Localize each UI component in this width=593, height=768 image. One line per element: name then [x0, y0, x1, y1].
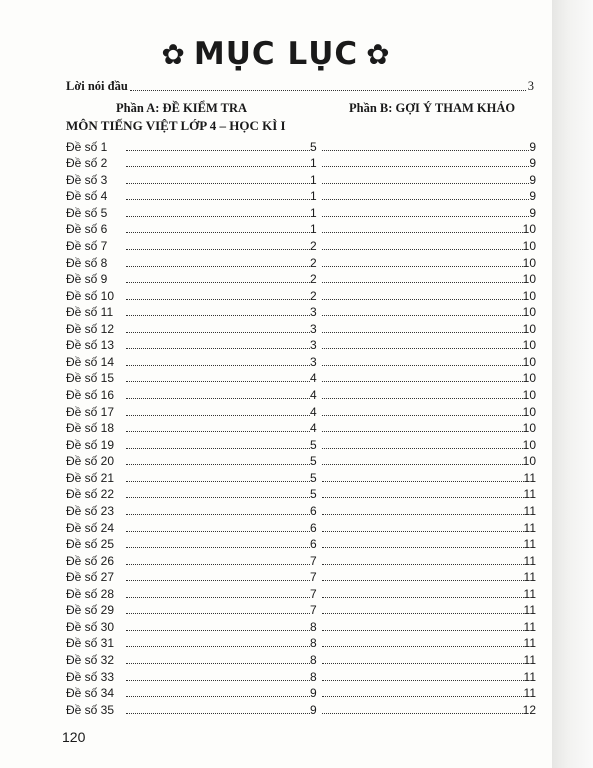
part-b-page: 11 — [523, 537, 536, 552]
toc-row — [66, 170, 536, 187]
dot-leader — [126, 580, 310, 581]
dot-leader — [126, 381, 310, 382]
dot-leader — [126, 199, 310, 200]
part-b-page: 10 — [522, 272, 536, 287]
dot-leader — [126, 696, 310, 697]
page-edge — [552, 0, 593, 768]
dot-leader — [126, 547, 310, 548]
toc-row — [66, 203, 536, 220]
entry-name: Đề số 22 — [66, 487, 115, 502]
part-b-page: 10 — [522, 222, 536, 237]
part-a-page: 7 — [310, 570, 317, 585]
entry-name: Đề số 27 — [66, 570, 115, 585]
dot-leader — [322, 481, 524, 482]
toc-row — [66, 634, 536, 651]
dot-leader — [322, 299, 523, 300]
part-a-page: 8 — [310, 619, 317, 634]
entry-name: Đề số 24 — [66, 520, 115, 535]
preface-page: 3 — [527, 79, 534, 93]
dot-leader — [322, 381, 523, 382]
part-b-page: 10 — [522, 338, 536, 353]
toc-row — [66, 352, 536, 369]
part-b-page: 10 — [522, 321, 536, 336]
entry-name: Đề số 19 — [66, 437, 115, 452]
dot-leader — [322, 232, 523, 233]
toc-row — [66, 667, 536, 684]
dot-leader — [126, 150, 310, 151]
toc-row — [66, 137, 536, 154]
entry-name: Đề số 32 — [66, 653, 115, 667]
toc-row — [66, 617, 536, 634]
part-a-page: 3 — [310, 321, 317, 336]
entry-name: Đề số 5 — [66, 205, 108, 220]
part-a-page: 5 — [310, 487, 317, 502]
dot-leader — [322, 183, 529, 184]
part-b-page: 11 — [523, 520, 536, 535]
part-a-page: 2 — [310, 255, 317, 270]
dot-leader — [126, 348, 310, 349]
part-b-page: 11 — [523, 619, 536, 634]
dot-leader — [322, 431, 523, 432]
toc-row — [66, 220, 536, 237]
dot-leader — [322, 166, 529, 167]
part-a-page: 7 — [310, 586, 317, 601]
dot-leader — [126, 365, 310, 366]
dot-leader — [126, 514, 310, 515]
dot-leader — [126, 497, 310, 498]
dot-leader — [126, 282, 310, 283]
dot-leader — [126, 315, 310, 316]
part-b-page: 9 — [529, 139, 536, 154]
part-b-page: 10 — [522, 421, 536, 436]
entry-name: Đề số 9 — [66, 272, 108, 287]
dot-leader — [126, 448, 310, 449]
part-b-page: 10 — [522, 305, 536, 320]
part-a-page: 1 — [310, 156, 317, 171]
dot-leader — [322, 713, 523, 714]
part-a-page: 4 — [310, 404, 317, 419]
dot-leader — [322, 547, 524, 548]
entry-name: Đề số 12 — [66, 321, 115, 336]
part-b-page: 12 — [522, 702, 536, 717]
dot-leader — [126, 630, 310, 631]
toc-row — [66, 700, 536, 717]
dot-leader — [126, 680, 310, 681]
dot-leader — [126, 332, 310, 333]
dot-leader — [322, 580, 524, 581]
toc-row — [66, 236, 536, 253]
toc-row — [66, 518, 536, 535]
part-a-page: 3 — [310, 354, 317, 369]
part-b-page: 10 — [522, 255, 536, 270]
toc-row — [66, 253, 536, 270]
entry-name: Đề số 2 — [66, 156, 108, 171]
entry-name: Đề số 6 — [66, 222, 108, 237]
part-b-page: 11 — [523, 686, 536, 701]
entry-name: Đề số 15 — [66, 371, 115, 386]
entry-name: Đề số 26 — [66, 553, 115, 568]
dot-leader — [322, 630, 524, 631]
entry-name: Đề số 25 — [66, 537, 115, 552]
part-a-page: 2 — [310, 288, 317, 303]
dot-leader — [126, 299, 310, 300]
dot-leader — [322, 332, 523, 333]
entry-name: Đề số 8 — [66, 255, 108, 270]
dot-leader — [322, 514, 524, 515]
dot-leader — [322, 613, 524, 614]
part-a-page: 7 — [310, 603, 317, 618]
part-b-page: 11 — [523, 653, 536, 667]
page-number: 120 — [62, 729, 86, 745]
part-a-page: 5 — [310, 454, 317, 469]
toc-row — [66, 551, 536, 568]
toc-row — [66, 650, 536, 667]
toc-row — [66, 468, 536, 485]
part-a-page: 8 — [310, 653, 317, 667]
dot-leader — [126, 232, 310, 233]
part-b-page: 11 — [523, 487, 536, 502]
preface-label: Lời nói đầu — [66, 79, 128, 93]
toc-row — [66, 385, 536, 402]
toc-row — [66, 501, 536, 518]
page-title — [0, 34, 552, 75]
toc-row — [66, 270, 536, 287]
dot-leader — [126, 415, 310, 416]
part-a-page: 8 — [310, 669, 317, 684]
part-a-page: 6 — [310, 537, 317, 552]
part-a-page: 6 — [310, 503, 317, 518]
entry-name: Đề số 14 — [66, 354, 115, 369]
entry-name: Đề số 35 — [66, 702, 115, 717]
toc-list — [66, 137, 536, 717]
part-b-page: 11 — [523, 470, 536, 485]
flower-icon: ✿ — [366, 38, 391, 71]
dot-leader — [126, 249, 310, 250]
entry-name: Đề số 34 — [66, 686, 115, 701]
part-b-page: 11 — [523, 636, 536, 651]
part-a-page: 8 — [310, 636, 317, 651]
part-b-page: 11 — [523, 553, 536, 568]
dot-leader — [322, 199, 529, 200]
toc-row — [66, 568, 536, 585]
toc-row — [66, 319, 536, 336]
part-a-page: 1 — [310, 172, 317, 187]
entry-name: Đề số 29 — [66, 603, 115, 618]
toc-row — [66, 369, 536, 386]
toc-row — [66, 485, 536, 502]
dot-leader — [126, 663, 310, 664]
part-a-page: 3 — [310, 338, 317, 353]
part-b-page: 11 — [523, 503, 536, 518]
dot-leader — [126, 613, 310, 614]
toc-row — [66, 584, 536, 601]
dot-leader — [126, 713, 310, 714]
part-a-page: 7 — [310, 553, 317, 568]
part-a-page: 1 — [310, 189, 317, 204]
dot-leader — [126, 481, 310, 482]
dot-leader — [322, 597, 524, 598]
dot-leader — [322, 531, 524, 532]
part-a-page: 4 — [310, 371, 317, 386]
toc-row — [66, 187, 536, 204]
part-b-page: 10 — [522, 288, 536, 303]
dot-leader — [322, 348, 523, 349]
part-a-page: 9 — [310, 686, 317, 701]
dot-leader — [322, 663, 524, 664]
part-b-page: 10 — [522, 354, 536, 369]
toc-row — [66, 601, 536, 618]
part-a-page: 4 — [310, 421, 317, 436]
dot-leader — [322, 464, 523, 465]
part-a-heading: Phần A: ĐỀ KIỂM TRA — [116, 101, 248, 115]
toc-row — [66, 286, 536, 303]
dot-leader — [126, 183, 310, 184]
part-a-page: 4 — [310, 388, 317, 402]
dot-leader — [322, 216, 529, 217]
subject-heading: MÔN TIẾNG VIỆT LỚP 4 – HỌC KÌ I — [66, 118, 286, 133]
entry-name: Đề số 3 — [66, 172, 108, 187]
dot-leader — [322, 282, 523, 283]
toc-row — [66, 154, 536, 171]
part-b-page: 11 — [523, 570, 536, 585]
part-b-page: 10 — [522, 454, 536, 469]
entry-name: Đề số 23 — [66, 503, 115, 518]
toc-row — [66, 684, 536, 701]
part-b-page: 9 — [529, 189, 536, 204]
part-a-page: 5 — [310, 470, 317, 485]
dot-leader — [126, 266, 310, 267]
entry-name: Đề số 31 — [66, 636, 115, 651]
part-b-page: 11 — [523, 669, 536, 684]
dot-leader — [322, 150, 529, 151]
preface-entry — [66, 78, 534, 94]
part-a-page: 1 — [310, 222, 317, 237]
part-b-page: 10 — [522, 404, 536, 419]
toc-row — [66, 452, 536, 469]
entry-name: Đề số 4 — [66, 189, 108, 204]
part-b-page: 9 — [529, 172, 536, 187]
dot-leader — [126, 166, 310, 167]
dot-leader — [126, 431, 310, 432]
dot-leader — [322, 266, 523, 267]
entry-name: Đề số 16 — [66, 388, 115, 402]
dot-leader — [322, 497, 524, 498]
part-b-page: 10 — [522, 388, 536, 402]
dot-leader — [322, 646, 524, 647]
entry-name: Đề số 30 — [66, 619, 115, 634]
entry-name: Đề số 33 — [66, 669, 115, 684]
dot-leader — [126, 564, 310, 565]
dot-leader — [126, 646, 310, 647]
entry-name: Đề số 20 — [66, 454, 115, 469]
entry-name: Đề số 21 — [66, 470, 115, 485]
dot-leader — [322, 249, 523, 250]
entry-name: Đề số 28 — [66, 586, 115, 601]
entry-name: Đề số 17 — [66, 404, 115, 419]
toc-row — [66, 435, 536, 452]
entry-name: Đề số 13 — [66, 338, 115, 353]
toc-row — [66, 402, 536, 419]
part-b-heading: Phần B: GỢI Ý THAM KHẢO — [349, 101, 516, 115]
toc-row — [66, 535, 536, 552]
entry-name: Đề số 18 — [66, 421, 115, 436]
part-b-page: 10 — [522, 238, 536, 253]
entry-name: Đề số 10 — [66, 288, 115, 303]
part-a-page: 5 — [310, 139, 317, 154]
dot-leader — [126, 531, 310, 532]
part-b-page: 9 — [529, 156, 536, 171]
entry-name: Đề số 7 — [66, 238, 108, 253]
dot-leader — [126, 597, 310, 598]
part-a-page: 2 — [310, 272, 317, 287]
dot-leader — [322, 696, 524, 697]
toc-row — [66, 336, 536, 353]
dot-leader — [322, 564, 524, 565]
part-b-page: 9 — [529, 205, 536, 220]
part-a-page: 2 — [310, 238, 317, 253]
dot-leader — [126, 216, 310, 217]
part-a-page: 5 — [310, 437, 317, 452]
toc-row — [66, 419, 536, 436]
dot-leader — [130, 90, 526, 91]
dot-leader — [126, 398, 310, 399]
dot-leader — [322, 315, 523, 316]
part-a-page: 9 — [310, 702, 317, 717]
part-b-page: 10 — [522, 371, 536, 386]
part-a-page: 3 — [310, 305, 317, 320]
part-b-page: 10 — [522, 437, 536, 452]
dot-leader — [322, 680, 524, 681]
toc-row — [66, 303, 536, 320]
dot-leader — [322, 365, 523, 366]
part-a-page: 6 — [310, 520, 317, 535]
part-b-page: 11 — [523, 586, 536, 601]
entry-name: Đề số 11 — [66, 305, 114, 320]
dot-leader — [126, 464, 310, 465]
part-a-page: 1 — [310, 205, 317, 220]
flower-icon: ✿ — [161, 38, 186, 71]
entry-name: Đề số 1 — [66, 139, 108, 154]
dot-leader — [322, 448, 523, 449]
dot-leader — [322, 415, 523, 416]
title-text: MỤC LỤC — [193, 36, 359, 72]
part-b-page: 11 — [523, 603, 536, 618]
dot-leader — [322, 398, 523, 399]
